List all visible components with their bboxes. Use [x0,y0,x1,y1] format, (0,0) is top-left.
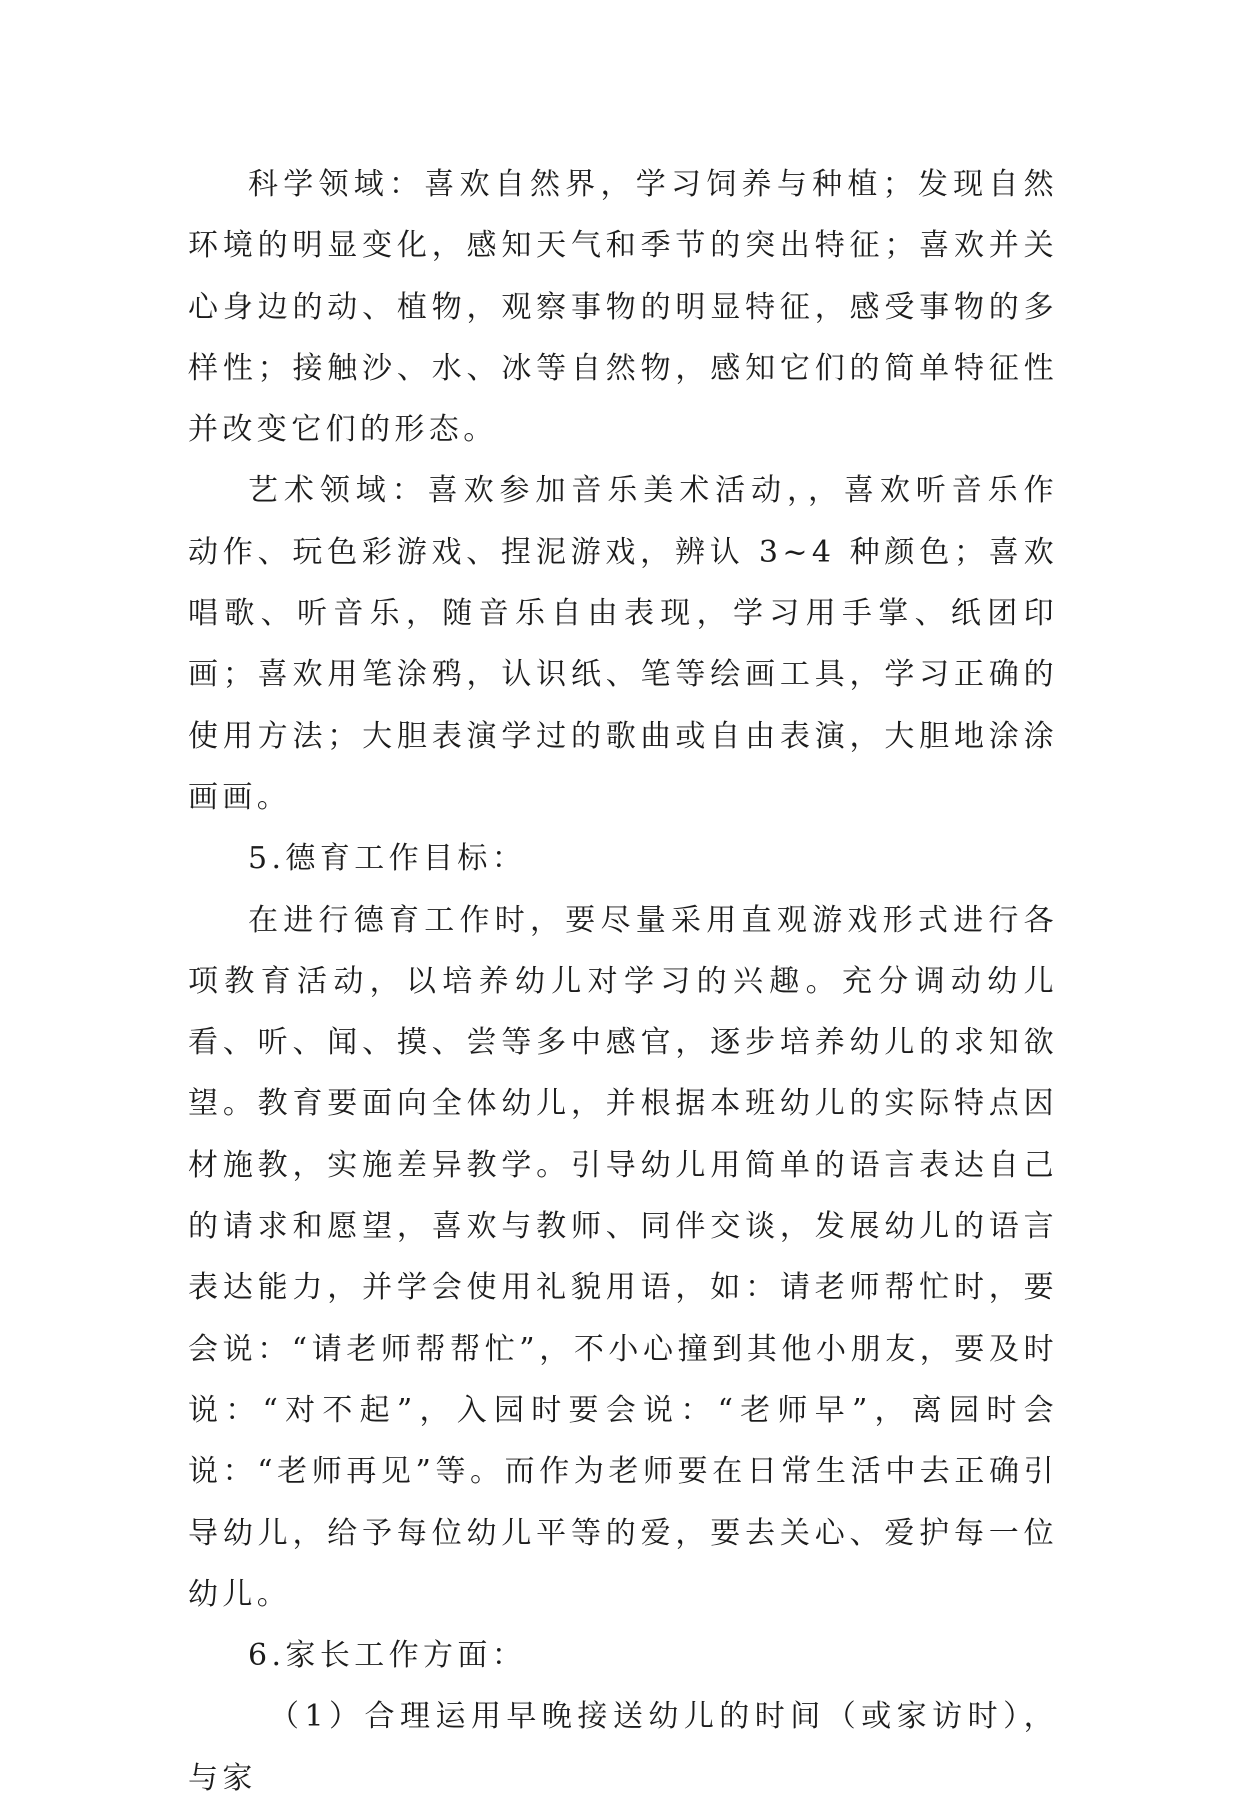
parent-work-heading: 6.家长工作方面： [248,1638,527,1674]
moral-education-paragraph: 在进行德育工作时，要尽量采用直观游戏形式进行各项教育活动，以培养幼儿对学习的兴趣。充分调动幼儿看、听、闻、摸、尝等多中感官，逐步培养幼儿的求知欲望。教育要面向全体幼儿，并根据本班幼儿的实际特点因材施教，实施差异教学。引导幼儿用简单的语言表达自己的请求和愿望，喜欢与教师、同伴交谈，发展幼儿的语言表达能力，并学会使用礼貌用语，如：请老师帮忙时，要会说：“请老师帮帮忙”，不小心撞到其他小朋友，要及时说：“对不起”，入园时要会说：“老师早”，离园时会说：“老师再见”等。而作为老师要在日常生活中去正确引导幼儿，给予每位幼儿平等的爱，要去关心、爱护每一位幼儿。 [188,902,1058,1612]
art-domain-paragraph: 艺术领域：喜欢参加音乐美术活动，，喜欢听音乐作动作、玩色彩游戏、捏泥游戏，辨认 3~4 种颜色；喜欢唱歌、听音乐，随音乐自由表现，学习用手掌、纸团印画；喜欢用笔涂鸦，认识纸、笔等绘画工具，学习正确的使用方法；大胆表演学过的歌曲或自由表演，大胆地涂涂画画。 [188,473,1058,815]
parent-work-item-1: （1）合理运用早晚接送幼儿的时间（或家访时），与家 [188,1699,1058,1796]
science-domain-paragraph: 科学领域：喜欢自然界，学习饲养与种植；发现自然环境的明显变化，感知天气和季节的突出特征；喜欢并关心身边的动、植物，观察事物的明显特征，感受事物的多样性；接触沙、水、冰等自然物，感知它们的简单特征性并改变它们的形态。 [188,167,1058,448]
moral-education-heading: 5.德育工作目标： [248,841,527,877]
document-page [188,154,1058,1809]
